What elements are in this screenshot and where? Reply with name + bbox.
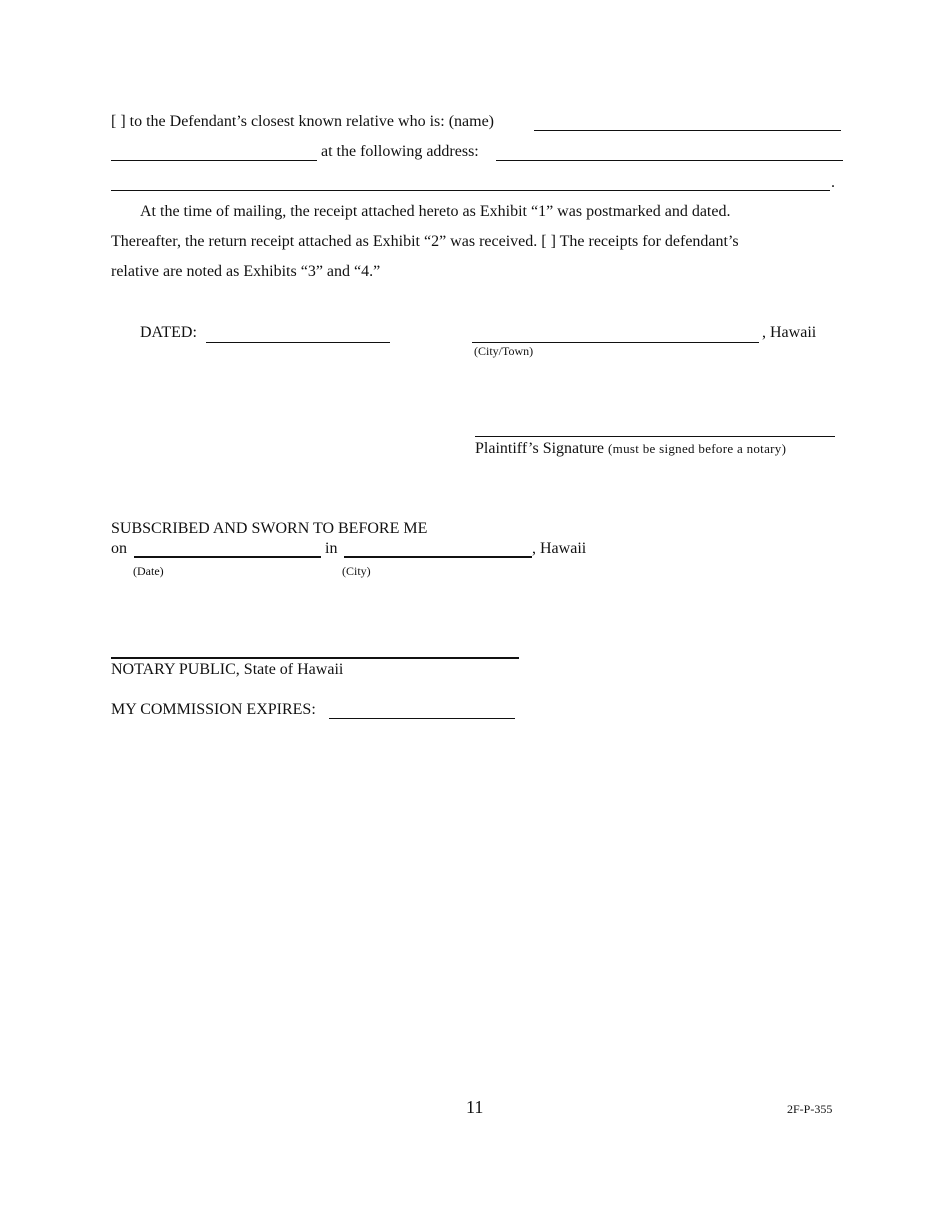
dated-label: DATED: — [140, 324, 197, 341]
relative-label: [ ] to the Defendant’s closest known relative who is: (name) — [111, 113, 494, 130]
signature-label: Plaintiff’s Signature — [475, 440, 605, 457]
notary-signature-line[interactable] — [111, 657, 519, 659]
address-line[interactable] — [496, 160, 843, 161]
relative-name-continued-line[interactable] — [111, 160, 317, 161]
address-continued-line[interactable] — [111, 190, 830, 191]
receipt-line-3: relative are noted as Exhibits “3” and “4.” — [111, 263, 381, 280]
sworn-date-line[interactable] — [134, 556, 321, 558]
city-caption: (City) — [342, 564, 371, 578]
on-label: on — [111, 540, 127, 557]
end-period: . — [831, 174, 835, 191]
dated-state-suffix: , Hawaii — [762, 324, 817, 341]
in-label: in — [325, 540, 338, 557]
relative-name-line[interactable] — [534, 130, 841, 131]
sworn-city-line[interactable] — [344, 556, 532, 558]
dated-date-line[interactable] — [206, 342, 390, 343]
receipt-line-1: At the time of mailing, the receipt attached hereto as Exhibit “1” was postmarked and dated. — [140, 203, 731, 220]
commission-expiry-line[interactable] — [329, 718, 515, 719]
signature-line[interactable] — [475, 436, 835, 437]
city-town-caption: (City/Town) — [474, 344, 534, 358]
signature-caption — [475, 439, 786, 459]
city-town-line[interactable] — [472, 342, 759, 343]
notary-label: NOTARY PUBLIC, State of Hawaii — [111, 661, 344, 678]
receipt-line-2: Thereafter, the return receipt attached as Exhibit “2” was received. [ ] The receipts for defendant’s — [111, 233, 739, 250]
signature-note: (must be signed before a notary) — [608, 441, 787, 456]
sworn-heading: SUBSCRIBED AND SWORN TO BEFORE ME — [111, 520, 428, 537]
form-code: 2F-P-355 — [787, 1102, 833, 1116]
commission-label: MY COMMISSION EXPIRES: — [111, 701, 316, 718]
address-label: at the following address: — [321, 143, 479, 160]
date-caption: (Date) — [133, 564, 164, 578]
sworn-state-suffix: , Hawaii — [532, 540, 587, 557]
page-number: 11 — [466, 1097, 484, 1117]
receipt-paragraph — [111, 197, 831, 287]
